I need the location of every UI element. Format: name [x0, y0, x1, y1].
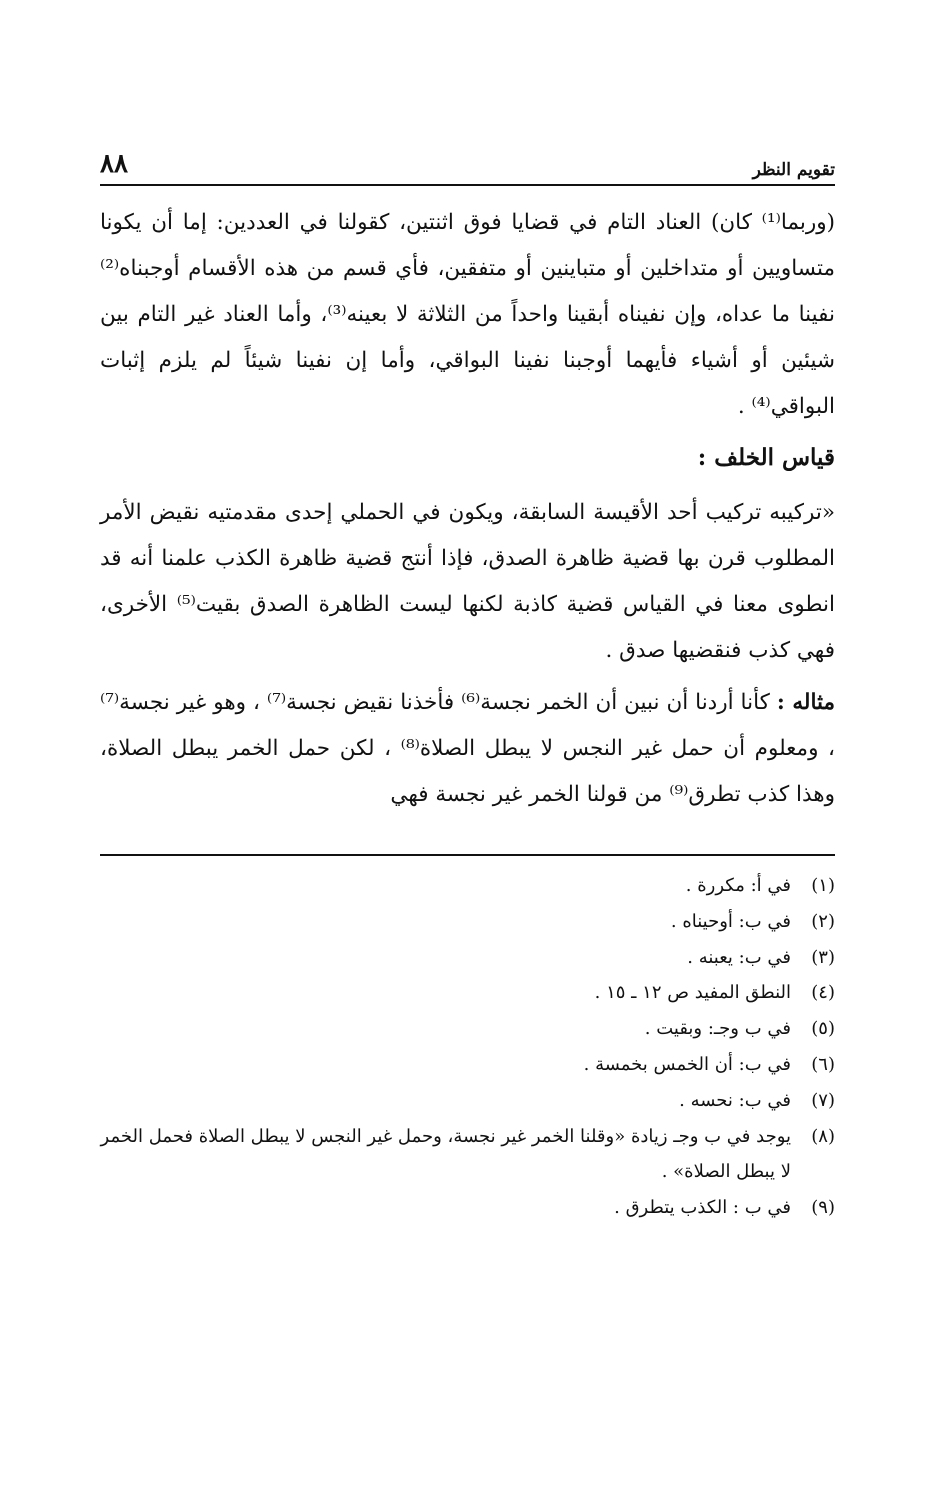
header-rule — [100, 184, 835, 186]
paragraph-reductio: «تركيبه تركيب أحد الأقيسة السابقة، ويكون في الحملي إحدى مقدمتيه نقيض الأمر المطلوب قرن بها قضية ظاهرة الصدق، فإذا أنتج قضية ظاهرة الكذب علمنا أنه قد انطوى معنا في القياس قضية كاذبة لكنها ليست الظاهرة الصدق بقيت⁽⁵⁾ الأخرى، فهي كذب فنقضيها صدق . — [100, 500, 835, 663]
footnote-number: (٢) — [811, 910, 835, 932]
footnote-text: في ب : الكذب يتطرق . — [614, 1197, 791, 1219]
example-label: مثاله : — [776, 690, 835, 715]
footnote — [100, 975, 835, 1011]
footnote-text: في ب: أوحيناه . — [670, 910, 791, 932]
footnote-number: (٣) — [811, 946, 835, 968]
example-text: كأنا أردنا أن نبين أن الخمر نجسة⁽⁶⁾ فأخذنا نقيض نجسة⁽⁷⁾ ، وهو غير نجسة⁽⁷⁾ ، ومعلوم أن حمل غير النجس لا يبطل الصلاة⁽⁸⁾ ، لكن حمل الخمر يبطل الصلاة، وهذا كذب تطرق⁽⁹⁾ من قولنا الخمر غير نجسة فهي — [100, 690, 835, 807]
footnote-text: في أ: مكررة . — [685, 875, 791, 896]
footnote-rule — [100, 854, 835, 856]
running-header — [100, 140, 835, 180]
footnote — [100, 1119, 835, 1191]
footnote-text: في ب: أن الخمس بخمسة . — [583, 1053, 791, 1075]
book-title: تقويم النظر — [752, 159, 835, 180]
footnote-text: النطق المفيد ص ١٢ ـ ١٥ . — [594, 982, 791, 1004]
paragraph-example — [100, 680, 835, 818]
footnote — [100, 1190, 835, 1226]
footnote-number: (٥) — [811, 1018, 835, 1040]
paragraph-disjunction: (وربما⁽¹⁾ كان) العناد التام في قضايا فوق اثنتين، كقولنا في العددين: إما أن يكونا متساويين أو متداخلين أو متباينين أو متفقين، فأي قسم من هذه الأقسام أوجبناه⁽²⁾ نفينا ما عداه، وإن نفيناه أبقينا واحداً من الثلاثة لا بعينه⁽³⁾، وأما العناد غير التام بين شيئين أو أشياء فأيهما أوجبنا نفينا البواقي، وأما إن نفينا شيئاً لم يلزم إثبات البواقي⁽⁴⁾ . — [100, 210, 835, 419]
footnote-text: في ب: نحسه . — [679, 1089, 791, 1111]
footnote-number: (٤) — [811, 982, 835, 1004]
main-text — [100, 200, 835, 818]
footnote-text: في ب: يعبنه . — [687, 946, 791, 968]
footnote-number: (١) — [811, 875, 835, 896]
footnote — [100, 904, 835, 940]
section-heading: قياس الخلف : — [697, 444, 835, 471]
footnote-number: (٧) — [811, 1089, 835, 1111]
footnote — [100, 1011, 835, 1047]
book-page — [100, 140, 835, 1226]
page-number: ٨٨ — [100, 148, 128, 179]
footnote-text: في ب وجـ: وبقيت . — [644, 1018, 791, 1040]
footnotes — [100, 868, 835, 1226]
footnote — [100, 1083, 835, 1119]
footnote-number: (٨) — [811, 1125, 835, 1147]
footnote — [100, 940, 835, 976]
footnote — [100, 868, 835, 904]
footnote-number: (٦) — [811, 1053, 835, 1075]
footnote — [100, 1047, 835, 1083]
footnote-number: (٩) — [811, 1197, 835, 1219]
footnote-text: يوجد في ب وجـ زيادة «وقلنا الخمر غير نجسة، وحمل غير النجس لا يبطل الصلاة فحمل الخمر لا يبطل الصلاة» . — [100, 1125, 791, 1183]
